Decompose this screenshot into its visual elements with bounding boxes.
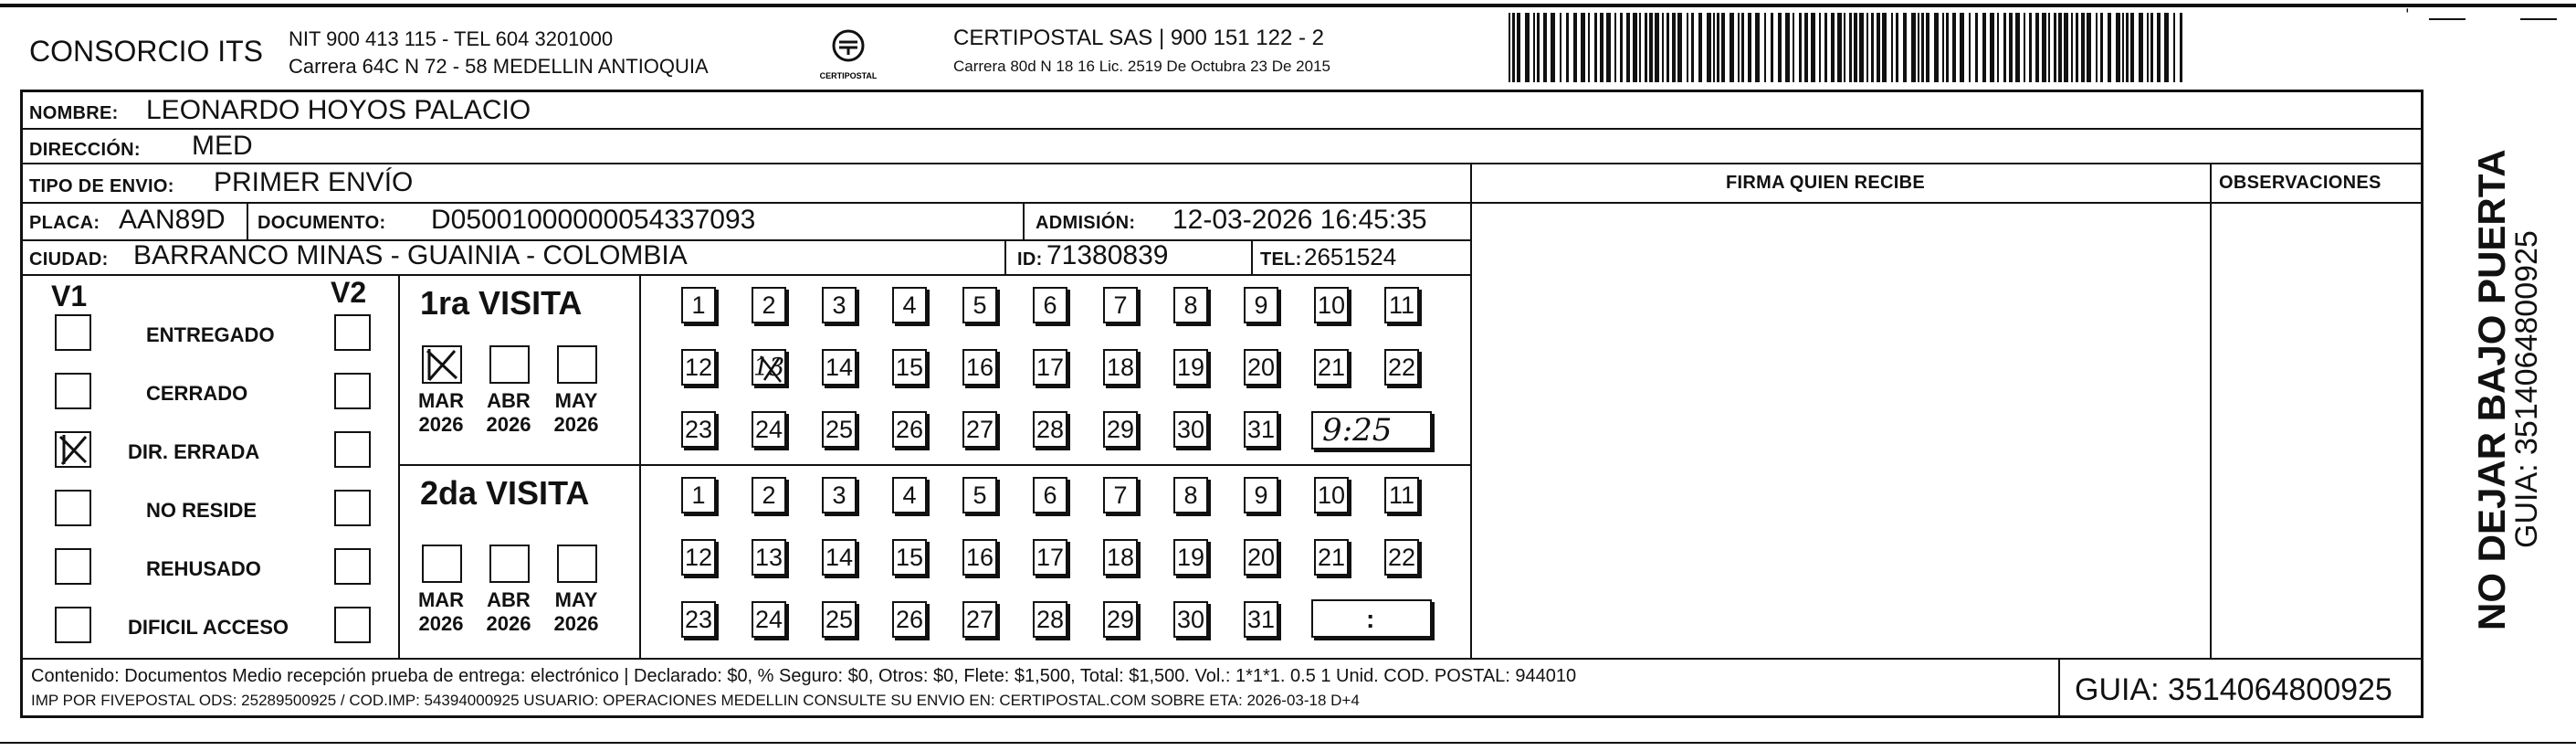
day-box[interactable]: 27: [962, 411, 997, 448]
v1-checkbox[interactable]: [55, 548, 91, 585]
direccion-label: DIRECCIÓN:: [29, 140, 141, 160]
id-value: 71380839: [1046, 240, 1169, 270]
day-box[interactable]: 5: [962, 287, 997, 323]
second-visit-title: 2da VISITA: [420, 474, 590, 512]
day-box[interactable]: 29: [1103, 411, 1138, 448]
checklist-item-label: REHUSADO: [146, 557, 261, 580]
day-box[interactable]: [752, 349, 786, 386]
day-box[interactable]: 31: [1244, 411, 1278, 448]
day-box[interactable]: 24: [752, 601, 786, 638]
checklist-item-label: ENTREGADO: [146, 323, 275, 346]
row-sep: [20, 202, 1472, 204]
day-box[interactable]: 4: [892, 287, 927, 323]
v2-checkbox[interactable]: [334, 314, 371, 351]
cell-sep: [1023, 202, 1025, 239]
cell-sep: [247, 202, 248, 239]
day-box[interactable]: 26: [892, 601, 927, 638]
day-box[interactable]: 28: [1033, 601, 1067, 638]
v2-header: V2: [331, 276, 367, 309]
first-visit-time-box[interactable]: [1311, 411, 1432, 450]
day-box[interactable]: 25: [822, 411, 857, 448]
checklist-item-label: CERRADO: [146, 382, 248, 405]
month-checkbox-may[interactable]: [557, 545, 597, 583]
checklist-item-label: DIR. ERRADA: [128, 440, 260, 463]
check-mark-icon: [757, 353, 784, 386]
month-checkbox-mar[interactable]: [422, 545, 462, 583]
documento-label: DOCUMENTO:: [258, 213, 386, 233]
corner-mark: ˈ: [2403, 4, 2412, 31]
first-visit-title: 1ra VISITA: [420, 284, 583, 322]
check-mark-icon: [424, 347, 460, 382]
cell-sep: [1004, 239, 1006, 274]
visit-left-border: [398, 274, 400, 658]
v2-checkbox[interactable]: [334, 548, 371, 585]
day-box[interactable]: 9: [1244, 287, 1278, 323]
v2-checkbox[interactable]: [334, 431, 371, 468]
checklist-item-label: NO RESIDE: [146, 499, 258, 522]
day-box[interactable]: 10: [1314, 287, 1349, 323]
day-box[interactable]: 22: [1384, 349, 1419, 386]
firma-left-border: [1470, 163, 1472, 658]
day-box[interactable]: 1: [681, 287, 716, 323]
obs-right-border: [2422, 163, 2424, 658]
day-box[interactable]: 23: [681, 601, 716, 638]
day-box[interactable]: 18: [1103, 539, 1138, 576]
day-box[interactable]: 8: [1173, 287, 1208, 323]
ciudad-label: CIUDAD:: [29, 249, 109, 270]
sender-address: Carrera 64C N 72 - 58 MEDELLIN ANTIOQUIA: [289, 55, 709, 78]
month-label: ABR 2026: [486, 389, 531, 437]
footer-sep: [20, 658, 2424, 660]
day-box[interactable]: 19: [1173, 349, 1208, 386]
v1-header: V1: [51, 280, 88, 312]
tipo-label: TIPO DE ENVIO:: [29, 176, 174, 196]
day-box[interactable]: 17: [1033, 349, 1067, 386]
day-box[interactable]: 18: [1103, 349, 1138, 386]
visit-sep: [398, 464, 1472, 466]
footer-contenido: Contenido: Documentos Medio recepción prueba de entrega: electrónico | Declarado: $0, % Seguro: $0, Otros: $0, Flete: $1,500, Total: $1,500. Vol.: 1*1*1. 0.5 1 Unid. COD. POSTAL: 944010: [31, 666, 1577, 686]
row-sep: [20, 274, 1472, 276]
carrier-address: Carrera 80d N 18 16 Lic. 2519 De Octubra 23 De 2015: [953, 58, 1330, 75]
day-box[interactable]: 30: [1173, 601, 1208, 638]
day-box[interactable]: 16: [962, 539, 997, 576]
carrier-name: CERTIPOSTAL SAS | 900 151 122 - 2: [953, 26, 1324, 50]
v1-checkbox[interactable]: [55, 373, 91, 409]
row-sep: [20, 128, 2424, 130]
month-checkbox-abr[interactable]: [489, 345, 530, 384]
v1-checkbox[interactable]: [55, 607, 91, 643]
id-label: ID:: [1017, 249, 1043, 270]
day-box[interactable]: 15: [892, 539, 927, 576]
v2-checkbox[interactable]: [334, 490, 371, 526]
day-box[interactable]: 20: [1244, 349, 1278, 386]
day-box[interactable]: 7: [1103, 477, 1138, 513]
day-box[interactable]: 6: [1033, 477, 1067, 513]
month-label: MAY 2026: [553, 588, 599, 636]
day-box[interactable]: 24: [752, 411, 786, 448]
day-box[interactable]: 2: [752, 287, 786, 323]
side-notice: [2429, 110, 2544, 658]
day-box[interactable]: 14: [822, 349, 857, 386]
placa-value: AAN89D: [119, 205, 226, 235]
second-visit-time-box[interactable]: [1311, 599, 1432, 638]
day-box[interactable]: 3: [822, 477, 857, 513]
day-box[interactable]: 1: [681, 477, 716, 513]
day-box[interactable]: 20: [1244, 539, 1278, 576]
logo-text: CERTIPOSTAL: [819, 71, 878, 80]
corner-dash-2: [2520, 18, 2557, 20]
day-box[interactable]: 12: [681, 349, 716, 386]
month-checkbox-mar[interactable]: [422, 345, 462, 384]
month-label: MAR 2026: [417, 389, 465, 437]
day-box[interactable]: 3: [822, 287, 857, 323]
footer-guia: GUIA: 3514064800925: [2075, 672, 2392, 707]
day-box[interactable]: 8: [1173, 477, 1208, 513]
day-box[interactable]: 12: [681, 539, 716, 576]
day-box[interactable]: 7: [1103, 287, 1138, 323]
day-marked: 13: [752, 353, 785, 382]
month-checkbox-may[interactable]: [557, 345, 597, 384]
day-box[interactable]: 21: [1314, 539, 1349, 576]
day-box[interactable]: 10: [1314, 477, 1349, 513]
documento-value: D05001000000054337093: [431, 205, 756, 235]
observaciones-header: OBSERVACIONES: [2219, 173, 2381, 193]
day-box[interactable]: 6: [1033, 287, 1067, 323]
day-box[interactable]: 23: [681, 411, 716, 448]
tipo-value: PRIMER ENVÍO: [214, 167, 414, 197]
ciudad-value: BARRANCO MINAS - GUAINIA - COLOMBIA: [133, 240, 688, 270]
firma-header: FIRMA QUIEN RECIBE: [1726, 173, 1925, 193]
day-box[interactable]: 26: [892, 411, 927, 448]
days-left-border: [639, 274, 641, 658]
footer-guia-border: [2058, 658, 2060, 718]
day-box[interactable]: 30: [1173, 411, 1208, 448]
day-box[interactable]: 27: [962, 601, 997, 638]
month-label: ABR 2026: [486, 588, 531, 636]
checklist-item-label: DIFICIL ACCESO: [128, 616, 289, 639]
v2-checkbox[interactable]: [334, 373, 371, 409]
tel-label: TEL:: [1260, 249, 1302, 270]
side-guia: GUIA: 3514064800925: [2509, 230, 2544, 548]
day-box[interactable]: 9: [1244, 477, 1278, 513]
nombre-value: LEONARDO HOYOS PALACIO: [146, 95, 531, 125]
bottom-edge: [0, 742, 2576, 744]
row-sep: [1470, 202, 2424, 204]
no-dejar-notice: NO DEJAR BAJO PUERTA: [2470, 149, 2513, 630]
day-box[interactable]: 22: [1384, 539, 1419, 576]
day-box[interactable]: 15: [892, 349, 927, 386]
day-box[interactable]: 21: [1314, 349, 1349, 386]
certipostal-logo: [811, 26, 886, 84]
first-visit-time: 9:25: [1322, 412, 1393, 449]
check-mark-icon: [57, 433, 89, 466]
month-checkbox-abr[interactable]: [489, 545, 530, 583]
day-box[interactable]: 29: [1103, 601, 1138, 638]
day-box[interactable]: 4: [892, 477, 927, 513]
placa-label: PLACA:: [29, 213, 100, 233]
cell-sep: [1251, 239, 1253, 274]
nombre-label: NOMBRE:: [29, 103, 119, 123]
obs-left-border: [2210, 163, 2212, 658]
sender-nit: NIT 900 413 115 - TEL 604 3201000: [289, 27, 614, 50]
row-sep: [20, 163, 2424, 164]
v1-checkbox[interactable]: [55, 490, 91, 526]
v1-checkbox[interactable]: [55, 431, 91, 468]
direccion-value: MED: [192, 131, 253, 161]
month-label: MAR 2026: [417, 588, 465, 636]
v2-checkbox[interactable]: [334, 607, 371, 643]
sender-name: CONSORCIO ITS: [29, 35, 264, 68]
second-visit-time: :: [1366, 605, 1375, 633]
day-box[interactable]: 11: [1384, 287, 1419, 323]
barcode: [1509, 13, 2184, 82]
day-box[interactable]: 31: [1244, 601, 1278, 638]
day-box[interactable]: 13: [752, 539, 786, 576]
admision-value: 12-03-2026 16:45:35: [1172, 205, 1427, 235]
corner-dash: [2429, 18, 2466, 20]
day-box[interactable]: 25: [822, 601, 857, 638]
day-box[interactable]: 14: [822, 539, 857, 576]
day-box[interactable]: 19: [1173, 539, 1208, 576]
top-edge: [0, 4, 2576, 7]
day-box[interactable]: 5: [962, 477, 997, 513]
day-box[interactable]: 17: [1033, 539, 1067, 576]
tel-value: 2651524: [1304, 243, 1397, 270]
day-box[interactable]: 16: [962, 349, 997, 386]
month-label: MAY 2026: [553, 389, 599, 437]
footer-imp: IMP POR FIVEPOSTAL ODS: 25289500925 / COD.IMP: 54394000925 USUARIO: OPERACIONES MEDELLIN CONSULTE SU ENVIO EN: CERTIPOSTAL.COM SOBRE ETA: 2026-03-18 D+4: [31, 692, 1360, 709]
day-box[interactable]: 28: [1033, 411, 1067, 448]
day-box[interactable]: 11: [1384, 477, 1419, 513]
v1-checkbox[interactable]: [55, 314, 91, 351]
day-box[interactable]: 2: [752, 477, 786, 513]
admision-label: ADMISIÓN:: [1036, 213, 1136, 233]
